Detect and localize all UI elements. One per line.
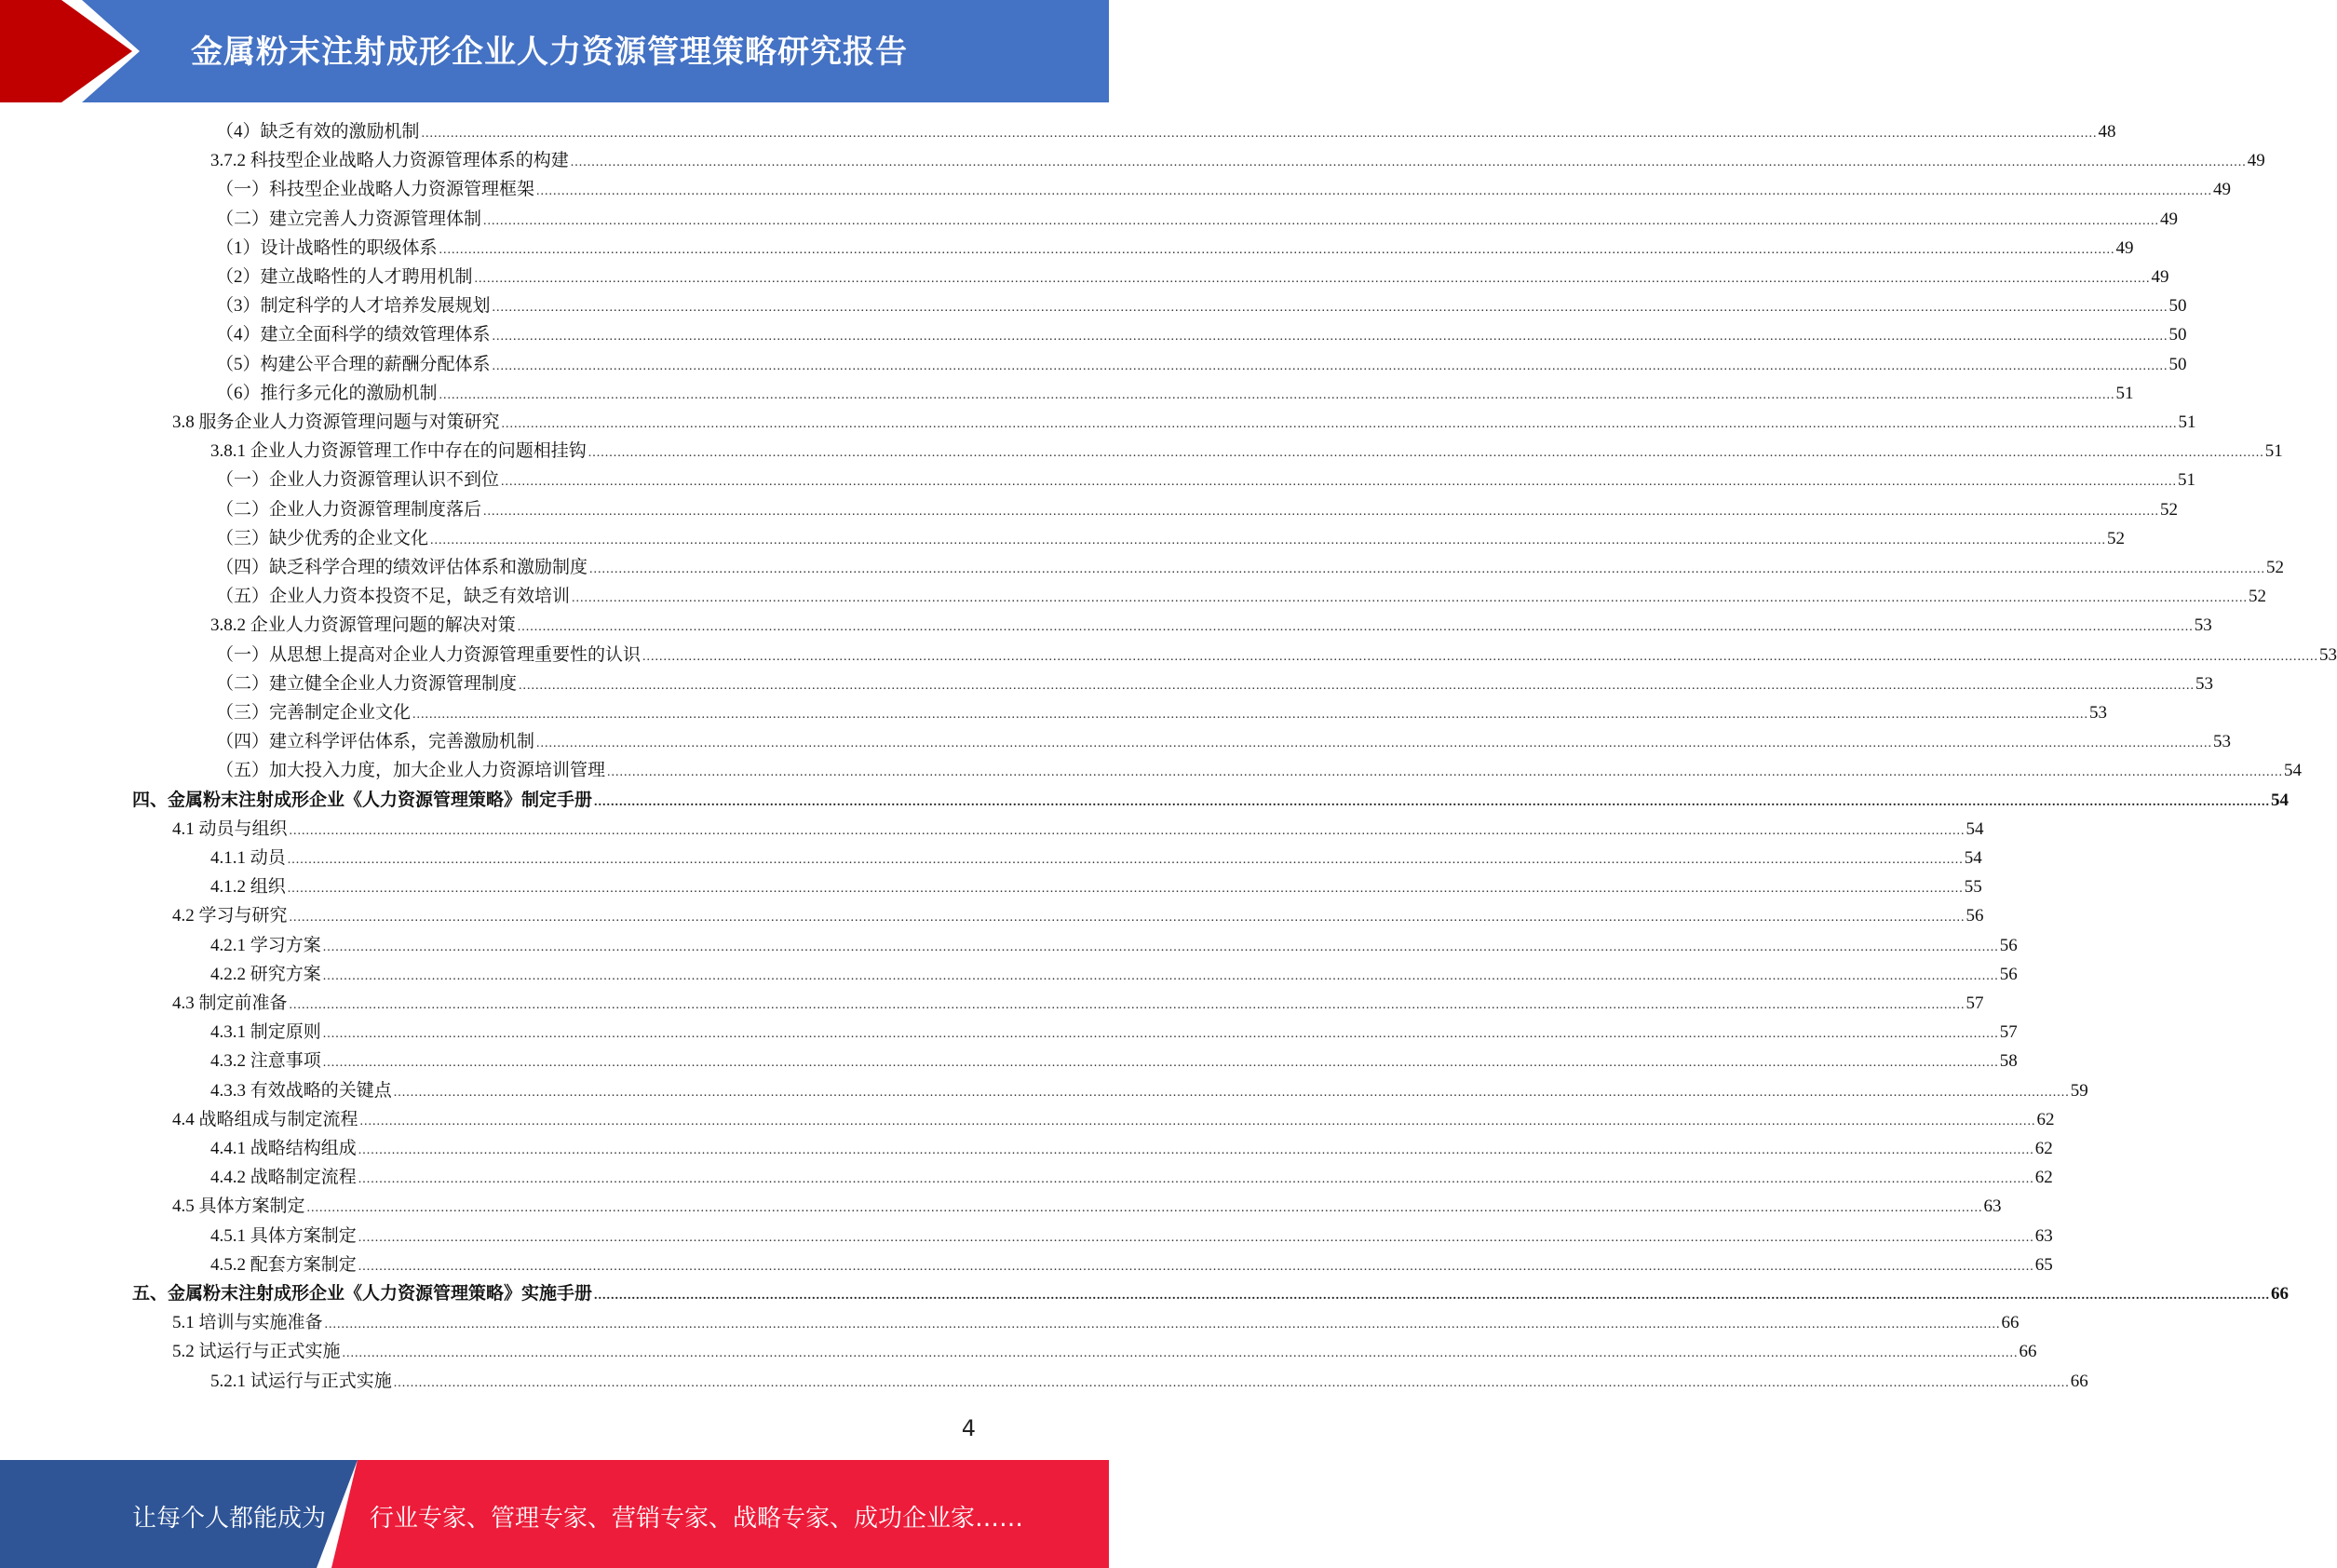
- document-title: 金属粉末注射成形企业人力资源管理策略研究报告: [191, 34, 908, 71]
- toc-entry-label: 4.3 制定前准备: [172, 994, 288, 1013]
- toc-entry-page: 63: [2034, 1226, 2053, 1246]
- toc-entry[interactable]: [216, 175, 2232, 204]
- toc-entry-label: （五）加大投入力度，加大企业人力资源培训管理: [216, 761, 606, 780]
- toc-entry-page: 58: [1999, 1051, 2018, 1071]
- toc-entry-page: 66: [2019, 1342, 2037, 1361]
- toc-entry-label: 4.4 战略组成与制定流程: [172, 1110, 358, 1129]
- toc-entry[interactable]: [172, 1337, 2037, 1366]
- header-red-chevron: [0, 0, 132, 102]
- toc-entry-label: （五）企业人力资本投资不足，缺乏有效培训: [216, 587, 571, 606]
- toc-entry-label: 4.2.1 学习方案: [210, 936, 321, 955]
- toc-entry[interactable]: [216, 669, 2214, 698]
- toc-entry[interactable]: [172, 815, 1984, 844]
- toc-leader-dots: ................................................................................................................................................................................................................................................................................................................................................................................................................: [492, 359, 2168, 373]
- toc-leader-dots: ................................................................................................................................................................................................................................................................................................................................................................................................................: [439, 243, 2115, 257]
- toc-entry-page: 49: [2115, 238, 2134, 258]
- toc-leader-dots: ................................................................................................................................................................................................................................................................................................................................................................................................................: [358, 1231, 2034, 1245]
- toc-entry-page: 66: [2271, 1284, 2290, 1304]
- toc-entry[interactable]: [216, 466, 2196, 494]
- toc-entry-label: （四）建立科学评估体系，完善激励机制: [216, 732, 535, 751]
- toc-entry-label: 4.1 动员与组织: [172, 819, 288, 839]
- toc-entry-page: 52: [2160, 500, 2179, 520]
- toc-entry[interactable]: [216, 553, 2285, 582]
- toc-entry-label: 3.7.2 科技型企业战略人力资源管理体系的构建: [210, 151, 569, 170]
- toc-entry-page: 48: [2098, 122, 2116, 142]
- toc-entry-label: （二）建立完善人力资源管理体制: [216, 210, 482, 229]
- toc-entry-label: （四）缺乏科学合理的绩效评估体系和激励制度: [216, 558, 588, 577]
- toc-leader-dots: ................................................................................................................................................................................................................................................................................................................................................................................................................: [430, 534, 2107, 547]
- toc-leader-dots: ................................................................................................................................................................................................................................................................................................................................................................................................................: [483, 214, 2160, 228]
- toc-leader-dots: ................................................................................................................................................................................................................................................................................................................................................................................................................: [439, 388, 2115, 402]
- toc-entry-page: 56: [1966, 906, 1984, 926]
- toc-leader-dots: ................................................................................................................................................................................................................................................................................................................................................................................................................: [642, 650, 2319, 664]
- toc-entry[interactable]: [216, 379, 2134, 408]
- toc-leader-dots: ................................................................................................................................................................................................................................................................................................................................................................................................................: [289, 998, 1966, 1012]
- toc-entry-page: 49: [2151, 267, 2169, 287]
- toc-leader-dots: ................................................................................................................................................................................................................................................................................................................................................................................................................: [501, 417, 2178, 431]
- toc-leader-dots: ................................................................................................................................................................................................................................................................................................................................................................................................................: [306, 1201, 1983, 1215]
- toc-entry-label: （三）完善制定企业文化: [216, 703, 412, 723]
- toc-entry-page: 55: [1964, 877, 1982, 897]
- toc-leader-dots: ................................................................................................................................................................................................................................................................................................................................................................................................................: [412, 708, 2089, 722]
- toc-leader-dots: ................................................................................................................................................................................................................................................................................................................................................................................................................: [588, 446, 2264, 460]
- toc-leader-dots: ................................................................................................................................................................................................................................................................................................................................................................................................................: [536, 737, 2213, 750]
- toc-entry[interactable]: [210, 146, 2265, 175]
- toc-entry[interactable]: [210, 844, 1982, 872]
- toc-entry-page: 53: [2194, 615, 2212, 635]
- toc-leader-dots: ................................................................................................................................................................................................................................................................................................................................................................................................................: [324, 1318, 2001, 1331]
- toc-entry-label: （二）建立健全企业人力资源管理制度: [216, 674, 518, 694]
- toc-leader-dots: ................................................................................................................................................................................................................................................................................................................................................................................................................: [483, 505, 2160, 519]
- toc-entry-page: 51: [2264, 441, 2283, 461]
- toc-entry-label: （二）企业人力资源管理制度落后: [216, 500, 482, 520]
- toc-leader-dots: ................................................................................................................................................................................................................................................................................................................................................................................................................: [287, 853, 1964, 867]
- toc-entry-label: （2）建立战略性的人才聘用机制: [216, 267, 473, 287]
- toc-entry-page: 57: [1966, 994, 1984, 1013]
- toc-leader-dots: ................................................................................................................................................................................................................................................................................................................................................................................................................: [517, 620, 2194, 634]
- toc-entry-page: 49: [2160, 210, 2179, 229]
- toc-entry-page: 50: [2168, 355, 2187, 374]
- toc-entry-label: （4）建立全面科学的绩效管理体系: [216, 325, 491, 345]
- toc-entry-page: 49: [2247, 151, 2265, 170]
- toc-entry[interactable]: [172, 1105, 2055, 1134]
- toc-entry-label: 4.3.3 有效战略的关键点: [210, 1081, 392, 1101]
- toc-entry[interactable]: [216, 524, 2126, 553]
- toc-leader-dots: ................................................................................................................................................................................................................................................................................................................................................................................................................: [501, 475, 2178, 489]
- toc-entry-page: 50: [2168, 296, 2187, 316]
- toc-entry-page: 63: [1983, 1196, 2002, 1216]
- toc-entry-label: （一）从思想上提高对企业人力资源管理重要性的认识: [216, 645, 642, 665]
- toc-entry[interactable]: [210, 1076, 2088, 1105]
- toc-entry-label: 3.8 服务企业人力资源管理问题与对策研究: [172, 412, 500, 432]
- toc-entry-label: 4.1.1 动员: [210, 848, 286, 868]
- toc-entry-label: 3.8.1 企业人力资源管理工作中存在的问题相挂钩: [210, 441, 587, 461]
- toc-leader-dots: ................................................................................................................................................................................................................................................................................................................................................................................................................: [519, 679, 2195, 693]
- toc-entry-page: 51: [2115, 384, 2134, 403]
- toc-entry-page: 53: [2213, 732, 2232, 751]
- toc-entry[interactable]: [216, 350, 2187, 379]
- toc-entry-page: 56: [1999, 936, 2018, 955]
- toc-entry-label: 3.8.2 企业人力资源管理问题的解决对策: [210, 615, 516, 635]
- toc-entry[interactable]: [216, 727, 2232, 756]
- toc-entry-label: 4.5.2 配套方案制定: [210, 1255, 357, 1275]
- toc-entry-page: 51: [2178, 412, 2196, 432]
- toc-entry-label: （1）设计战略性的职级体系: [216, 238, 438, 258]
- toc-entry[interactable]: [210, 1018, 2018, 1047]
- toc-entry-page: 59: [2070, 1081, 2088, 1101]
- toc-leader-dots: ................................................................................................................................................................................................................................................................................................................................................................................................................: [322, 940, 1999, 954]
- toc-entry[interactable]: [172, 1308, 2020, 1337]
- toc-entry-page: 56: [1999, 965, 2018, 984]
- toc-entry-label: （4）缺乏有效的激励机制: [216, 122, 420, 142]
- toc-entry-label: 五、金属粉末注射成形企业《人力资源管理策略》实施手册: [132, 1284, 593, 1304]
- toc-entry-label: （3）制定科学的人才培养发展规划: [216, 296, 491, 316]
- toc-entry[interactable]: [172, 1192, 2002, 1221]
- toc-leader-dots: ................................................................................................................................................................................................................................................................................................................................................................................................................: [393, 1376, 2070, 1390]
- toc-entry[interactable]: [172, 408, 2196, 437]
- toc-entry-label: 4.4.2 战略制定流程: [210, 1168, 357, 1187]
- toc-entry-label: 4.3.2 注意事项: [210, 1051, 321, 1071]
- toc-entry[interactable]: [210, 437, 2283, 466]
- toc-entry-page: 51: [2178, 470, 2196, 490]
- toc-entry[interactable]: [216, 205, 2179, 234]
- toc-entry-label: 5.1 培训与实施准备: [172, 1313, 323, 1332]
- footer-slogan-right: 行业专家、管理专家、营销专家、战略专家、成功企业家……: [370, 1505, 1024, 1533]
- toc-entry[interactable]: [210, 1134, 2053, 1163]
- toc-leader-dots: ................................................................................................................................................................................................................................................................................................................................................................................................................: [474, 272, 2151, 286]
- toc-entry-label: 4.2.2 研究方案: [210, 965, 321, 984]
- toc-entry-label: （一）科技型企业战略人力资源管理框架: [216, 180, 535, 199]
- toc-leader-dots: ................................................................................................................................................................................................................................................................................................................................................................................................................: [393, 1086, 2070, 1100]
- toc-entry[interactable]: [210, 1367, 2088, 1396]
- toc-leader-dots: ................................................................................................................................................................................................................................................................................................................................................................................................................: [359, 1115, 2036, 1129]
- toc-leader-dots: ................................................................................................................................................................................................................................................................................................................................................................................................................: [287, 882, 1964, 896]
- toc-leader-dots: ................................................................................................................................................................................................................................................................................................................................................................................................................: [342, 1346, 2019, 1360]
- toc-leader-dots: ................................................................................................................................................................................................................................................................................................................................................................................................................: [492, 330, 2168, 344]
- toc-entry-page: 54: [1966, 819, 1984, 839]
- header-banner: [0, 0, 1109, 102]
- toc-entry[interactable]: [216, 291, 2187, 320]
- toc-entry[interactable]: [210, 1222, 2053, 1250]
- toc-entry-page: 62: [2036, 1110, 2055, 1129]
- toc-entry[interactable]: [216, 641, 2337, 669]
- toc-entry-page: 52: [2266, 558, 2285, 577]
- toc-leader-dots: ................................................................................................................................................................................................................................................................................................................................................................................................................: [607, 765, 2284, 779]
- toc-entry-page: 62: [2034, 1139, 2053, 1158]
- toc-entry[interactable]: [210, 960, 2018, 989]
- toc-entry[interactable]: [172, 901, 1984, 930]
- toc-leader-dots: ................................................................................................................................................................................................................................................................................................................................................................................................................: [289, 911, 1966, 925]
- toc-entry[interactable]: [210, 1163, 2053, 1192]
- toc-entry-page: 66: [2070, 1372, 2088, 1391]
- toc-entry-page: 54: [1964, 848, 1982, 868]
- toc-entry-page: 53: [2195, 674, 2214, 694]
- footer-slogan-left: 让每个人都能成为: [132, 1505, 327, 1533]
- toc-entry-label: （6）推行多元化的激励机制: [216, 384, 438, 403]
- toc-entry-page: 62: [2034, 1168, 2053, 1187]
- toc-entry-label: 四、金属粉末注射成形企业《人力资源管理策略》制定手册: [132, 791, 593, 810]
- toc-leader-dots: ................................................................................................................................................................................................................................................................................................................................................................................................................: [572, 591, 2249, 605]
- toc-leader-dots: ................................................................................................................................................................................................................................................................................................................................................................................................................: [492, 301, 2168, 315]
- toc-entry[interactable]: [216, 234, 2134, 263]
- toc-entry-page: 57: [1999, 1022, 2018, 1042]
- toc-entry-page: 49: [2213, 180, 2232, 199]
- toc-entry[interactable]: [210, 1047, 2018, 1075]
- toc-entry-label: 4.2 学习与研究: [172, 906, 288, 926]
- toc-leader-dots: ................................................................................................................................................................................................................................................................................................................................................................................................................: [322, 1056, 1999, 1070]
- toc-entry-label: 4.3.1 制定原则: [210, 1022, 321, 1042]
- toc-leader-dots: ................................................................................................................................................................................................................................................................................................................................................................................................................: [570, 155, 2247, 169]
- toc-entry-label: （三）缺少优秀的企业文化: [216, 529, 429, 548]
- toc-leader-dots: ................................................................................................................................................................................................................................................................................................................................................................................................................: [536, 184, 2213, 198]
- toc-entry-page: 66: [2001, 1313, 2020, 1332]
- toc-entry-page: 53: [2319, 645, 2337, 665]
- toc-entry-label: （5）构建公平合理的薪酬分配体系: [216, 355, 491, 374]
- toc-entry[interactable]: [216, 582, 2267, 611]
- toc-entry-label: 4.5.1 具体方案制定: [210, 1226, 357, 1246]
- toc-leader-dots: ................................................................................................................................................................................................................................................................................................................................................................................................................: [322, 1027, 1999, 1041]
- toc-leader-dots: ................................................................................................................................................................................................................................................................................................................................................................................................................: [322, 969, 1999, 983]
- toc-leader-dots: ................................................................................................................................................................................................................................................................................................................................................................................................................: [358, 1172, 2034, 1186]
- toc-entry-page: 52: [2107, 529, 2126, 548]
- toc-leader-dots: ................................................................................................................................................................................................................................................................................................................................................................................................................: [594, 795, 2271, 809]
- toc-entry[interactable]: [210, 931, 2018, 960]
- toc-entry-label: 5.2.1 试运行与正式实施: [210, 1372, 392, 1391]
- toc-leader-dots: ................................................................................................................................................................................................................................................................................................................................................................................................................: [589, 562, 2266, 576]
- toc-entry-label: 4.5 具体方案制定: [172, 1196, 305, 1216]
- toc-entry[interactable]: [210, 1250, 2053, 1279]
- toc-entry-page: 54: [2271, 791, 2290, 810]
- toc-entry[interactable]: [210, 611, 2212, 640]
- toc-entry-page: 53: [2089, 703, 2108, 723]
- toc-entry[interactable]: [216, 756, 2303, 785]
- toc-entry-label: 4.1.2 组织: [210, 877, 286, 897]
- toc-entry[interactable]: [216, 495, 2179, 524]
- toc-entry[interactable]: [132, 1279, 2290, 1308]
- toc-leader-dots: ................................................................................................................................................................................................................................................................................................................................................................................................................: [594, 1289, 2271, 1303]
- toc-entry-label: 4.4.1 战略结构组成: [210, 1139, 357, 1158]
- toc-entry-page: 52: [2249, 587, 2267, 606]
- toc-leader-dots: ................................................................................................................................................................................................................................................................................................................................................................................................................: [421, 127, 2098, 141]
- toc-entry-label: （一）企业人力资源管理认识不到位: [216, 470, 500, 490]
- toc-leader-dots: ................................................................................................................................................................................................................................................................................................................................................................................................................: [289, 824, 1966, 838]
- toc-entry[interactable]: [216, 320, 2187, 349]
- toc-leader-dots: ................................................................................................................................................................................................................................................................................................................................................................................................................: [358, 1143, 2034, 1157]
- toc-entry[interactable]: [172, 989, 1984, 1018]
- toc-entry[interactable]: [210, 872, 1982, 901]
- toc-entry-page: 65: [2034, 1255, 2053, 1275]
- toc-entry-label: 5.2 试运行与正式实施: [172, 1342, 341, 1361]
- toc-entry[interactable]: [132, 786, 2290, 815]
- toc-entry-page: 54: [2284, 761, 2303, 780]
- page-number: 4: [961, 1415, 976, 1441]
- toc-entry[interactable]: [216, 698, 2108, 727]
- toc-entry-page: 50: [2168, 325, 2187, 345]
- toc-entry[interactable]: [216, 263, 2169, 291]
- toc-leader-dots: ................................................................................................................................................................................................................................................................................................................................................................................................................: [358, 1260, 2034, 1274]
- toc-entry[interactable]: [216, 117, 2116, 146]
- footer-banner: [0, 1460, 1109, 1568]
